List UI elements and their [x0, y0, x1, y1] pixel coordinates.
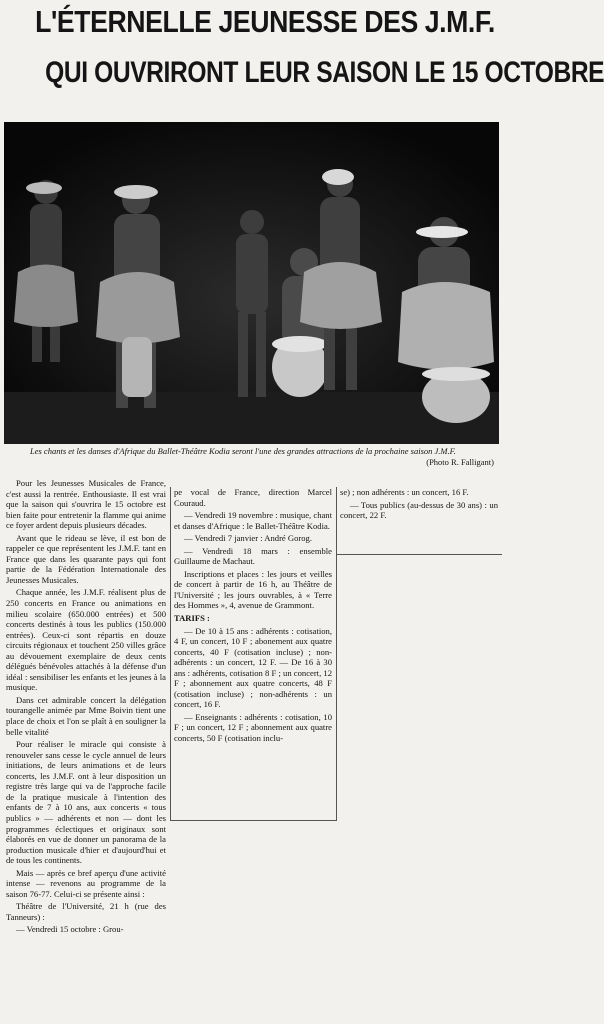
column-divider	[336, 487, 337, 820]
column1-paragraph: Mais — après ce bref aperçu d'une activité intense — revenons au programme de la saison 76-77. Celui-ci se présente ainsi :	[6, 867, 166, 899]
photo-caption	[30, 446, 492, 457]
tarifs-continued: se) ; non adhérents : un concert, 16 F.	[340, 487, 469, 497]
program-item: — Vendredi 19 novembre : musique, chant et danses d'Afrique : le Ballet-Théâtre Kodia.	[174, 510, 332, 531]
inscriptions-info: Inscriptions et places : les jours et veilles de concert à partir de 16 h, au Théâtre de l'Université ; les jours ouvrables, à « Terre des Hommes », 4, avenue de Grammont.	[174, 568, 332, 611]
article-column-1	[6, 478, 166, 937]
dance-photo	[4, 122, 499, 444]
column1-paragraph: Avant que le rideau se lève, il est bon de rappeler ce que représentent les J.M.F. tant en France que dans les quarante pays qui font partie de la Fédération Internationale des Jeunesses Musicales.	[6, 532, 166, 585]
column1-paragraph: Théâtre de l'Université, 21 h (rue des Tanneurs) :	[6, 901, 166, 922]
column1-paragraph: Pour les Jeunesses Musicales de France, c'est aussi la rentrée. Enthousiaste. Il est vrai que la saison qui s'ouvrira le 15 octobre est bien faite pour entretenir la flamme qui anime ce foyer ardent depuis plusieurs décades.	[6, 478, 166, 531]
column1-paragraph: Pour réaliser le miracle qui consiste à renouveler sans cesse le cycle annuel de leurs initiations, de leurs animations et de leurs concerts, les J.M.F. ont à leur disposition un registre très large qui va de l'approche facile de la pratique musicale à l'intention des enfants de 7 à 10 ans, aux concerts « tous publics » — adhérents et non — dont les programmes éclectiques et originaux sont élaborés en vue de donner un panorama de la production musicale d'hier et d'aujourd'hui et de tous les continents.	[6, 739, 166, 866]
column1-paragraph: — Vendredi 15 octobre : Grou-	[16, 924, 124, 935]
tarifs-teachers: — Enseignants : adhérents : cotisation, 10 F ; un concert, 12 F ; abonnement aux quatre concerts, 50 F (cotisation inclu-	[174, 711, 332, 744]
headline-line-2: QUI OUVRIRONT LEUR SAISON LE 15 OCTOBRE	[45, 56, 604, 89]
program-item: — Vendredi 18 mars : ensemble Guillaume de Machaut.	[174, 545, 332, 567]
tarifs-all-public: — Tous publics (au-dessus de 30 ans) : un concert, 22 F.	[340, 499, 498, 521]
photo-credit: (Photo R. Falligant)	[426, 457, 494, 467]
article-column-2	[174, 487, 332, 746]
program-item: pe vocal de France, direction Marcel Couraud.	[174, 487, 332, 508]
tarifs-heading: TARIFS :	[174, 613, 210, 624]
tarifs-youth: — De 10 à 15 ans : adhérents : cotisation, 4 F, un concert, 10 F ; abonement aux quatre concerts, 40 F (cotisation incluse) ; non-adhérents : un concert, 12 F. — De 16 à 30 ans : adhérents, cotisation 8 F ; un concert, 12 F ; abonnement aux quatre concerts, 48 F (cotisation incluse) ; non-adhérents : un concert, 16 F.	[174, 625, 332, 710]
column1-paragraph: Chaque année, les J.M.F. réalisent plus de 250 concerts en France ou animations en milieu scolaire (650.000 entrées) et 500 concerts destinés à tous les publics (150.000 entrées). Ceux-ci sont répartis en douze circuits régionaux et touchent 250 villes grâce au dévouement exemplaire de deux cents délégués bénévoles attachés à la défense d'un idéal : sensibiliser les enfants et les jeunes à la musique.	[6, 587, 166, 693]
headline-line-1: L'ÉTERNELLE JEUNESSE DES J.M.F.	[35, 4, 495, 39]
column1-paragraph: Dans cet admirable concert la délégation tourangelle animée par Mme Boivin tient une place de choix et l'on se plaît à en souligner la belle vitalité	[6, 694, 166, 737]
column-bottom-rule	[170, 820, 337, 821]
dance-photo-illustration	[4, 122, 499, 444]
column-bottom-rule	[336, 554, 502, 555]
program-item: — Vendredi 7 janvier : André Gorog.	[184, 533, 313, 544]
column-divider	[170, 487, 171, 820]
photo-caption-text: Les chants et les danses d'Afrique du Ballet-Théâtre Kodia seront l'une des grandes attractions de la prochaine saison J.M.F.	[30, 446, 456, 456]
article-column-3	[340, 487, 498, 523]
